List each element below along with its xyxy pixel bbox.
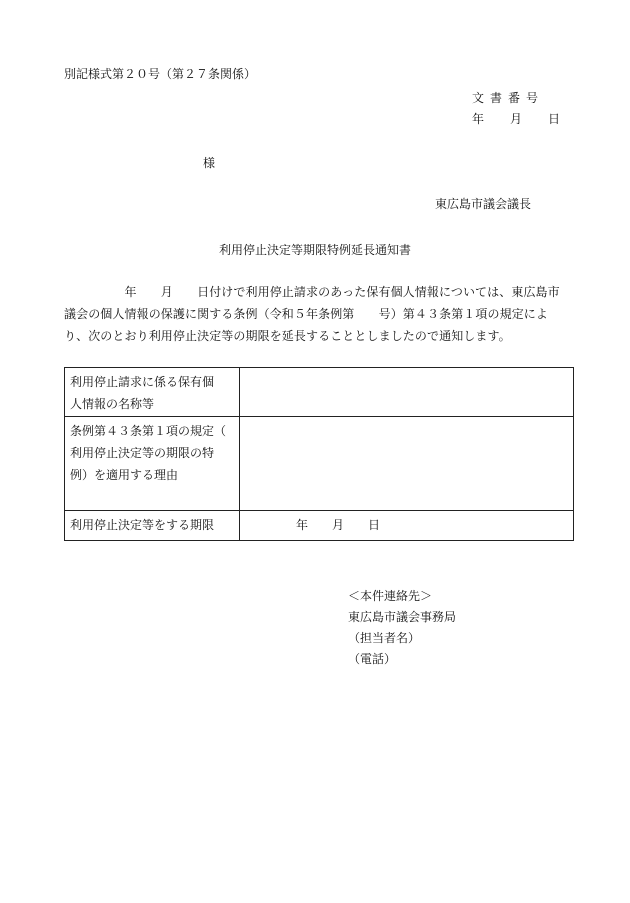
row-label-item-name: 利用停止請求に係る保有個 人情報の名称等	[65, 368, 240, 417]
contact-phone: （電話）	[348, 652, 397, 666]
info-table	[64, 367, 574, 541]
deadline-date	[246, 518, 380, 532]
contact-block	[348, 586, 456, 670]
contact-person: （担当者名）	[348, 631, 421, 645]
deadline-month: 月	[332, 518, 345, 532]
issue-date	[472, 111, 560, 127]
table-row	[65, 368, 574, 417]
row-label-reason: 条例第４３条第１項の規定（ 利用停止決定等の期限の特 例）を適用する理由	[65, 417, 240, 511]
body-paragraph: 年 月 日付けで利用停止請求のあった保有個人情報については、東広島市 議会の個人情報の保護に関する条例（令和５年条例第 号）第４３条第１項の規定によ り、次のとおり利用停止決定等の期限を延長することとしましたので通知します。	[64, 285, 560, 343]
table-row	[65, 511, 574, 541]
document-title: 利用停止決定等期限特例延長通知書	[218, 243, 411, 257]
row-value-reason	[240, 417, 574, 511]
addressee-honorific: 様	[203, 156, 216, 170]
row-value-deadline	[240, 511, 574, 541]
issue-date-month: 月	[510, 112, 523, 126]
deadline-year: 年	[296, 518, 309, 532]
row-label-deadline: 利用停止決定等をする期限	[65, 511, 240, 541]
table-row	[65, 417, 574, 511]
document-number-label: 文書番号	[472, 91, 545, 105]
issue-date-day: 日	[548, 112, 561, 126]
contact-heading: ＜本件連絡先＞	[348, 589, 433, 603]
row-value-item-name	[240, 368, 574, 417]
form-number: 別記様式第２０号（第２７条関係）	[64, 67, 257, 81]
sender-name: 東広島市議会議長	[435, 197, 532, 211]
issue-date-year: 年	[472, 112, 485, 126]
contact-office: 東広島市議会事務局	[348, 610, 457, 624]
deadline-day: 日	[368, 518, 381, 532]
